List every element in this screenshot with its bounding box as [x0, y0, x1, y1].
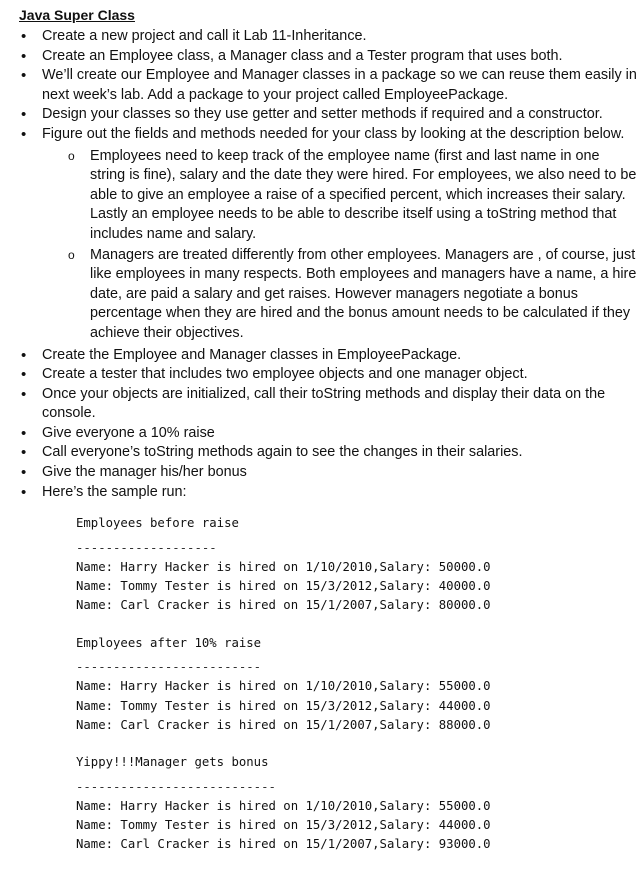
output-block-manager-bonus: [76, 753, 637, 854]
sub-list-item: o Employees need to keep track of the employee name (first and last name in one string is fine), salary and the date they were hired. For employees, we also need to be able to give an employee a raise of a specified percent, which increases their salary. Lastly an employee needs to be able to describe itself using a toString method that includes name and salary.: [42, 147, 637, 245]
document: [19, 6, 637, 873]
output-row: Name: Harry Hacker is hired on 1/10/2010,Salary: 50000.0: [76, 559, 491, 574]
list-item: • Call everyone’s toString methods again to see the changes in their salaries.: [19, 443, 637, 463]
output-divider: -------------------: [76, 540, 217, 555]
list-item-text: Figure out the fields and methods needed for your class by looking at the description below.: [42, 125, 625, 142]
output-block-after-raise: [76, 634, 637, 735]
output-heading: Employees after 10% raise: [76, 635, 262, 650]
list-item: • We’ll create our Employee and Manager classes in a package so we can reuse them easily in next week’s lab. Add a package to your project called EmployeePackage.: [19, 66, 637, 105]
sub-list-item: o Managers are treated differently from other employees. Managers are , of course, just like employees in many respects. Both employees and managers have a name, a hire date, are paid a salary and get raises. However managers negotiate a bonus percentage when they are hired and the bonus amount needs to be calculated if they achieve their objectives.: [42, 246, 637, 344]
sub-list: [42, 147, 637, 344]
output-block-before-raise: [76, 514, 637, 615]
list-item: • Create a new project and call it Lab 11-Inheritance.: [19, 27, 637, 47]
list-item: [19, 125, 637, 344]
list-item: • Give the manager his/her bonus: [19, 463, 637, 483]
instruction-list: [19, 27, 637, 502]
output-row: Name: Carl Cracker is hired on 15/1/2007,Salary: 80000.0: [76, 598, 491, 613]
output-row: Name: Tommy Tester is hired on 15/3/2012,Salary: 40000.0: [76, 579, 491, 594]
output-divider: -------------------------: [76, 660, 262, 675]
list-item: • Create a tester that includes two employee objects and one manager object.: [19, 365, 637, 385]
output-heading: Yippy!!!Manager gets bonus: [76, 755, 269, 770]
list-item: • Create the Employee and Manager classes in EmployeePackage.: [19, 346, 637, 366]
output-row: Name: Harry Hacker is hired on 1/10/2010,Salary: 55000.0: [76, 679, 491, 694]
page-title: Java Super Class: [19, 7, 135, 23]
output-divider: ---------------------------: [76, 779, 276, 794]
list-item: • Here’s the sample run:: [19, 483, 637, 503]
output-row: Name: Tommy Tester is hired on 15/3/2012,Salary: 44000.0: [76, 818, 491, 833]
list-item: • Once your objects are initialized, call their toString methods and display their data on the console.: [19, 385, 637, 424]
output-heading: Employees before raise: [76, 516, 239, 531]
output-row: Name: Harry Hacker is hired on 1/10/2010,Salary: 55000.0: [76, 798, 491, 813]
list-item: • Create an Employee class, a Manager class and a Tester program that uses both.: [19, 47, 637, 67]
output-row: Name: Tommy Tester is hired on 15/3/2012,Salary: 44000.0: [76, 698, 491, 713]
list-item: • Give everyone a 10% raise: [19, 424, 637, 444]
sample-run-output: [76, 514, 637, 854]
output-row: Name: Carl Cracker is hired on 15/1/2007,Salary: 88000.0: [76, 717, 491, 732]
output-row: Name: Carl Cracker is hired on 15/1/2007,Salary: 93000.0: [76, 837, 491, 852]
list-item: • Design your classes so they use getter and setter methods if required and a constructor.: [19, 105, 637, 125]
